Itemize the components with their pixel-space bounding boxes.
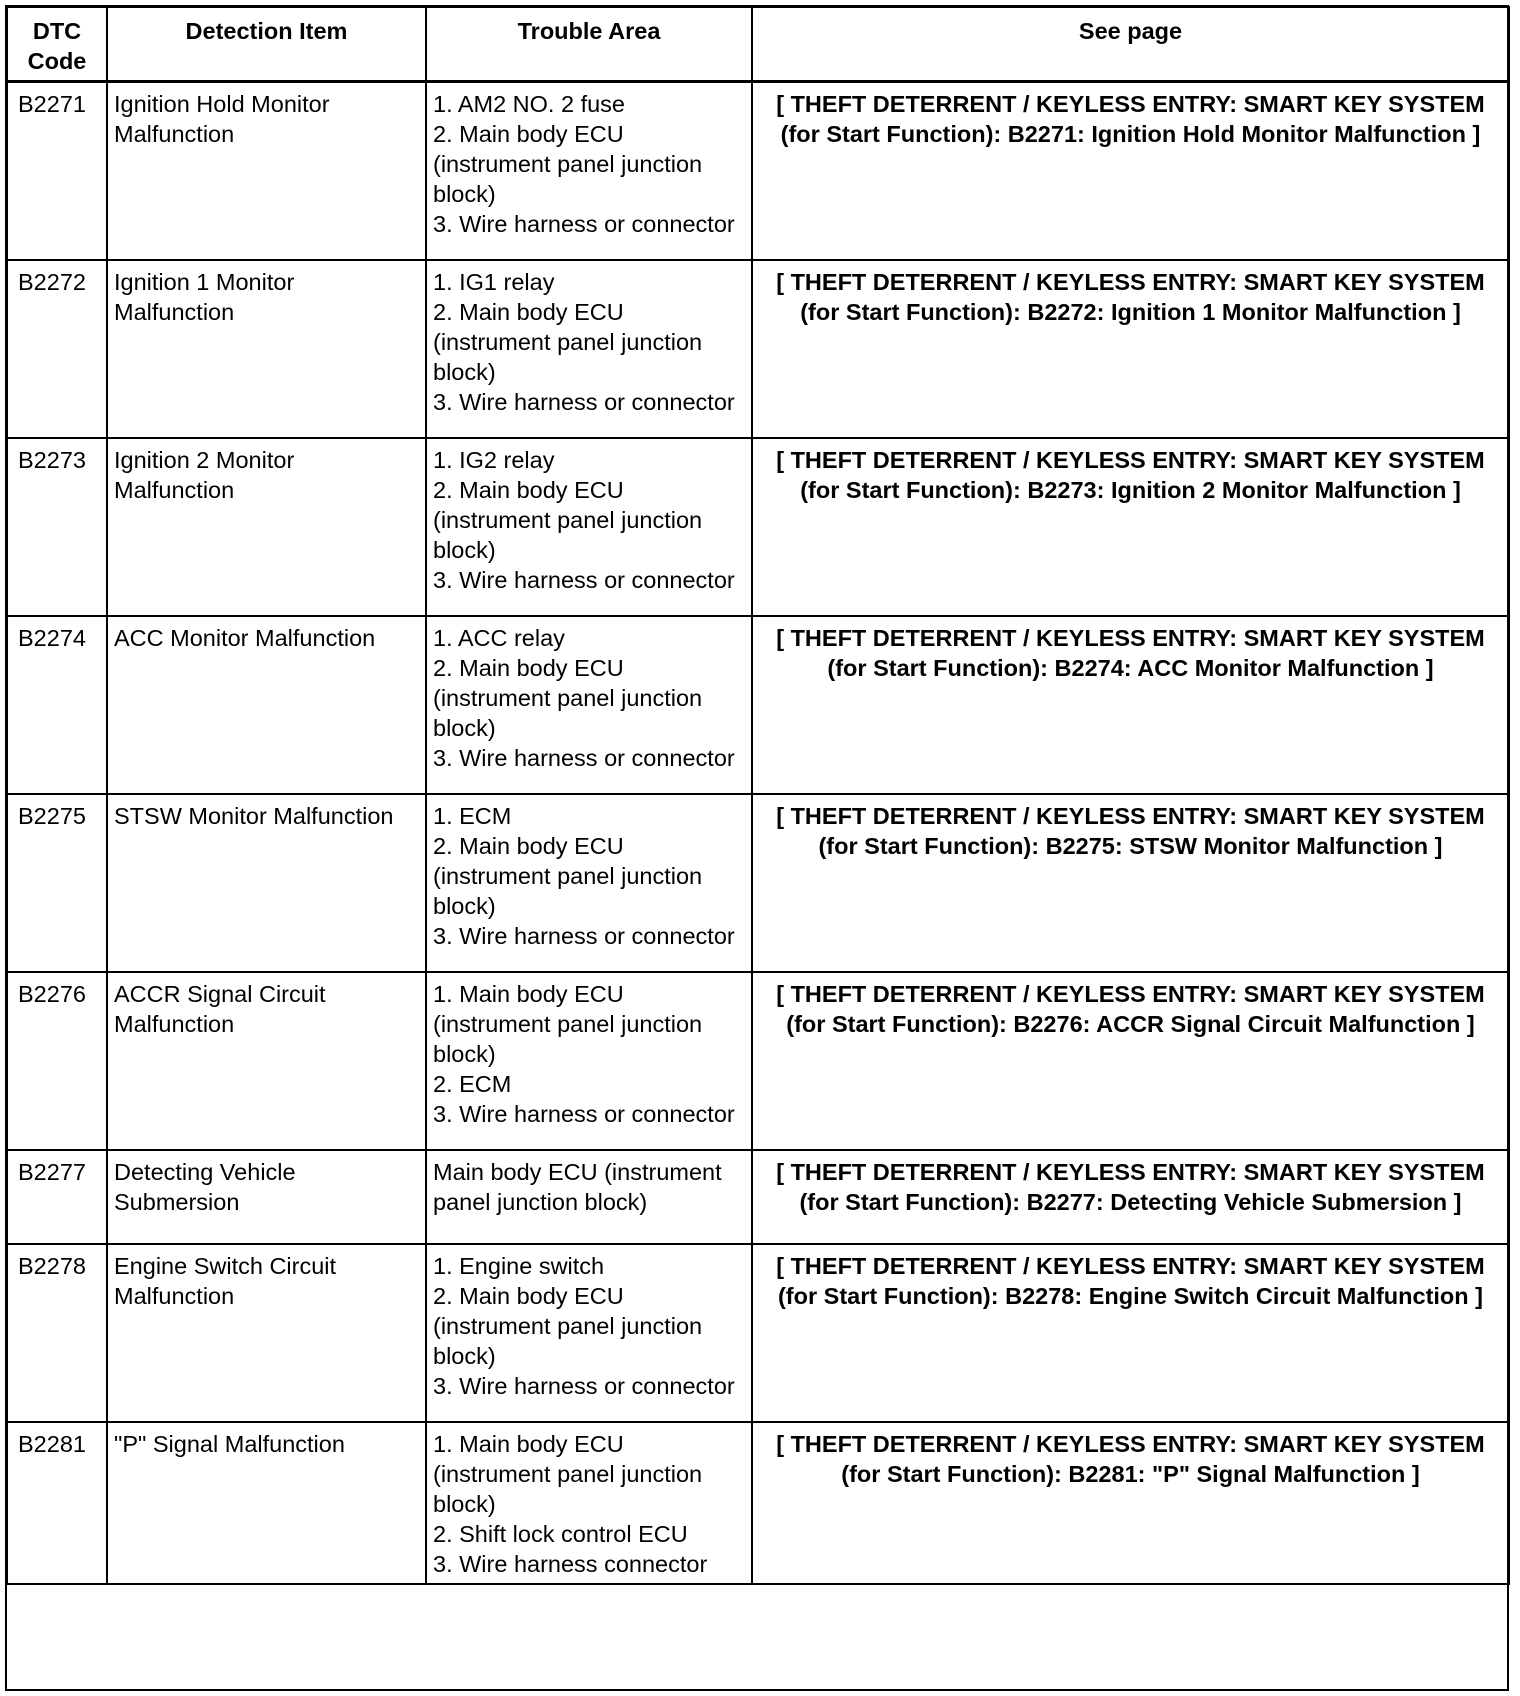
dtc-code-cell: B2271 [7,82,107,260]
trouble-area-line: Main body ECU (instrument panel junction block) [433,1158,722,1215]
trouble-area-line: 1. Main body ECU (instrument panel junction block) [433,1430,703,1517]
trouble-area-line: 1. AM2 NO. 2 fuse [433,91,626,117]
dtc-table [6,6,1510,1585]
header-detection-item: Detection Item [107,7,426,82]
dtc-code-cell: B2275 [7,794,107,972]
table-body [7,82,1509,1584]
trouble-area-line: 1. Engine switch [433,1252,605,1279]
detection-item-cell: ACC Monitor Malfunction [107,616,426,794]
trouble-area-line: 2. ECM [433,1070,512,1097]
see-page-link[interactable]: [ THEFT DETERRENT / KEYLESS ENTRY: SMART KEY SYSTEM (for Start Function): B2276: ACCR Signal Circuit Malfunction ] [752,972,1509,1150]
see-page-link[interactable]: [ THEFT DETERRENT / KEYLESS ENTRY: SMART KEY SYSTEM (for Start Function): B2275: STSW Monitor Malfunction ] [752,794,1509,972]
header-see-page: See page [752,7,1509,82]
trouble-area-line: 3. Wire harness or connector [433,1372,735,1399]
detection-item-cell: "P" Signal Malfunction [107,1422,426,1584]
dtc-code-cell: B2273 [7,438,107,616]
trouble-area-cell [426,972,752,1150]
detection-item-cell: Engine Switch Circuit Malfunction [107,1244,426,1422]
trouble-area-cell [426,1244,752,1422]
trouble-area-line: 2. Main body ECU (instrument panel junction block) [433,476,703,563]
trouble-area-line: 3. Wire harness or connector [433,388,735,415]
detection-item-cell: Ignition 2 Monitor Malfunction [107,438,426,616]
detection-item-cell: Ignition Hold Monitor Malfunction [107,82,426,260]
trouble-area-line: 3. Wire harness or connector [433,1100,735,1127]
detection-item-cell: STSW Monitor Malfunction [107,794,426,972]
see-page-link[interactable]: [ THEFT DETERRENT / KEYLESS ENTRY: SMART KEY SYSTEM (for Start Function): B2271: Ignition Hold Monitor Malfunction ] [752,82,1509,260]
dtc-code-cell: B2276 [7,972,107,1150]
see-page-link[interactable]: [ THEFT DETERRENT / KEYLESS ENTRY: SMART KEY SYSTEM (for Start Function): B2281: "P" Signal Malfunction ] [752,1422,1509,1584]
dtc-code-cell: B2272 [7,260,107,438]
header-dtc-code-line-1: DTC [32,18,82,44]
table-row [7,1150,1509,1244]
trouble-area-line: 3. Wire harness or connector [433,744,735,771]
trouble-area-line: 2. Main body ECU (instrument panel junction block) [433,832,703,919]
table-row [7,82,1509,260]
see-page-link[interactable]: [ THEFT DETERRENT / KEYLESS ENTRY: SMART KEY SYSTEM (for Start Function): B2277: Detecting Vehicle Submersion ] [752,1150,1509,1244]
trouble-area-line: 2. Main body ECU (instrument panel junction block) [433,298,703,385]
see-page-link[interactable]: [ THEFT DETERRENT / KEYLESS ENTRY: SMART KEY SYSTEM (for Start Function): B2278: Engine Switch Circuit Malfunction ] [752,1244,1509,1422]
trouble-area-line: 1. ACC relay [433,624,565,651]
header-trouble-area: Trouble Area [426,7,752,82]
trouble-area-line: 1. IG1 relay [433,268,555,295]
table-row [7,616,1509,794]
table-header [7,7,1509,82]
trouble-area-line: 2. Main body ECU (instrument panel junction block) [433,654,703,741]
trouble-area-cell [426,794,752,972]
table-row [7,260,1509,438]
see-page-link[interactable]: [ THEFT DETERRENT / KEYLESS ENTRY: SMART KEY SYSTEM (for Start Function): B2273: Ignition 2 Monitor Malfunction ] [752,438,1509,616]
detection-item-cell: ACCR Signal Circuit Malfunction [107,972,426,1150]
trouble-area-cell [426,438,752,616]
trouble-area-line: 3. Wire harness or connector [433,211,735,237]
header-dtc-code [7,7,107,82]
trouble-area-line: 3. Wire harness or connector [433,922,735,949]
header-dtc-code-line-2: Code [27,48,87,74]
table-row [7,1244,1509,1422]
trouble-area-line: 3. Wire harness connector [433,1550,708,1577]
dtc-code-cell: B2281 [7,1422,107,1584]
trouble-area-cell [426,1422,752,1584]
trouble-area-cell [426,616,752,794]
trouble-area-line: 2. Main body ECU (instrument panel junction block) [433,121,703,207]
dtc-code-cell: B2277 [7,1150,107,1244]
see-page-link[interactable]: [ THEFT DETERRENT / KEYLESS ENTRY: SMART KEY SYSTEM (for Start Function): B2274: ACC Monitor Malfunction ] [752,616,1509,794]
dtc-code-cell: B2274 [7,616,107,794]
trouble-area-cell [426,82,752,260]
trouble-area-line: 1. IG2 relay [433,446,555,473]
trouble-area-cell [426,260,752,438]
table-row [7,438,1509,616]
see-page-link[interactable]: [ THEFT DETERRENT / KEYLESS ENTRY: SMART KEY SYSTEM (for Start Function): B2272: Ignition 1 Monitor Malfunction ] [752,260,1509,438]
detection-item-cell: Detecting Vehicle Submersion [107,1150,426,1244]
table-row [7,1422,1509,1584]
header-row [7,7,1509,82]
table-row [7,794,1509,972]
trouble-area-line: 1. ECM [433,802,512,829]
table-row [7,972,1509,1150]
dtc-code-cell: B2278 [7,1244,107,1422]
trouble-area-line: 2. Shift lock control ECU [433,1520,688,1547]
trouble-area-cell [426,1150,752,1244]
trouble-area-line: 3. Wire harness or connector [433,566,735,593]
detection-item-cell: Ignition 1 Monitor Malfunction [107,260,426,438]
trouble-area-line: 1. Main body ECU (instrument panel junction block) [433,980,703,1067]
trouble-area-line: 2. Main body ECU (instrument panel junction block) [433,1282,703,1369]
